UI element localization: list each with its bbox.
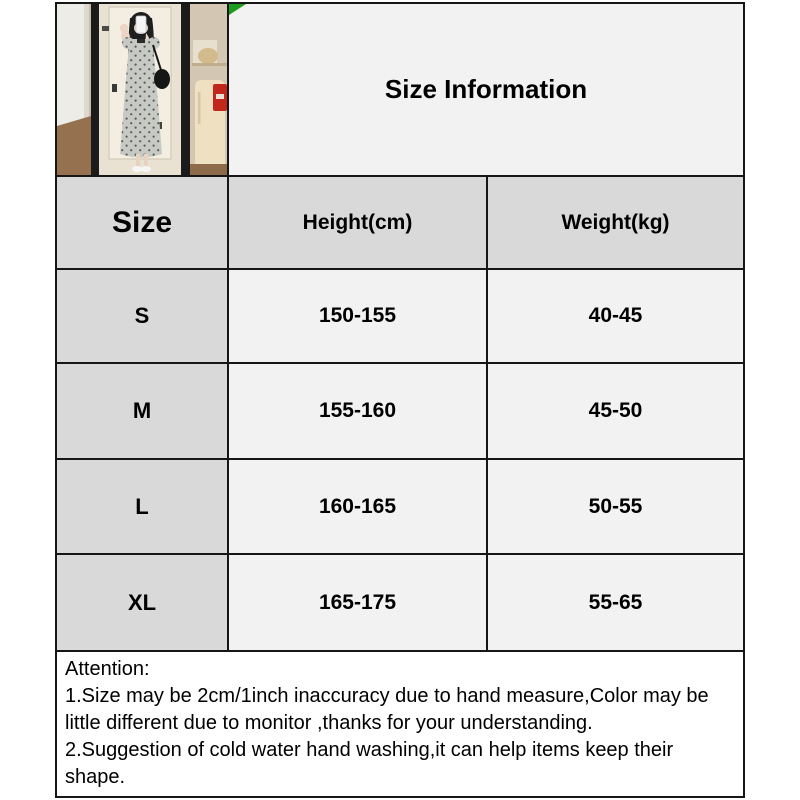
weight-value-l: 50-55 (488, 460, 743, 553)
attention-title: Attention: (65, 658, 150, 680)
height-value-s: 150-155 (229, 270, 486, 362)
height-value-m: 155-160 (229, 364, 486, 458)
product-photo (57, 4, 227, 175)
column-header-height: Height(cm) (229, 177, 486, 268)
column-header-weight: Weight(kg) (488, 177, 743, 268)
weight-value-s: 40-45 (488, 270, 743, 362)
height-value-xl: 165-175 (229, 555, 486, 650)
size-label-m: M (57, 364, 227, 458)
size-chart-table (55, 2, 745, 798)
corner-flag-icon (229, 4, 246, 15)
height-value-l: 160-165 (229, 460, 486, 553)
mirror-frame (91, 4, 99, 175)
size-label-s: S (57, 270, 227, 362)
attention-note-1: 1.Size may be 2cm/1inch inaccuracy due to hand measure,Color may be little different due to monitor ,thanks for your understanding. (65, 685, 709, 734)
attention-note (57, 652, 743, 796)
weight-value-xl: 55-65 (488, 555, 743, 650)
size-label-l: L (57, 460, 227, 553)
weight-value-m: 45-50 (488, 364, 743, 458)
attention-note-2: 2.Suggestion of cold water hand washing,it can help items keep their shape. (65, 739, 674, 788)
hat (198, 48, 218, 64)
column-header-size: Size (57, 177, 227, 268)
size-information-title-cell (229, 4, 743, 175)
page-title: Size Information (384, 74, 588, 104)
size-label-xl: XL (57, 555, 227, 650)
product-photo-illustration (57, 4, 227, 175)
